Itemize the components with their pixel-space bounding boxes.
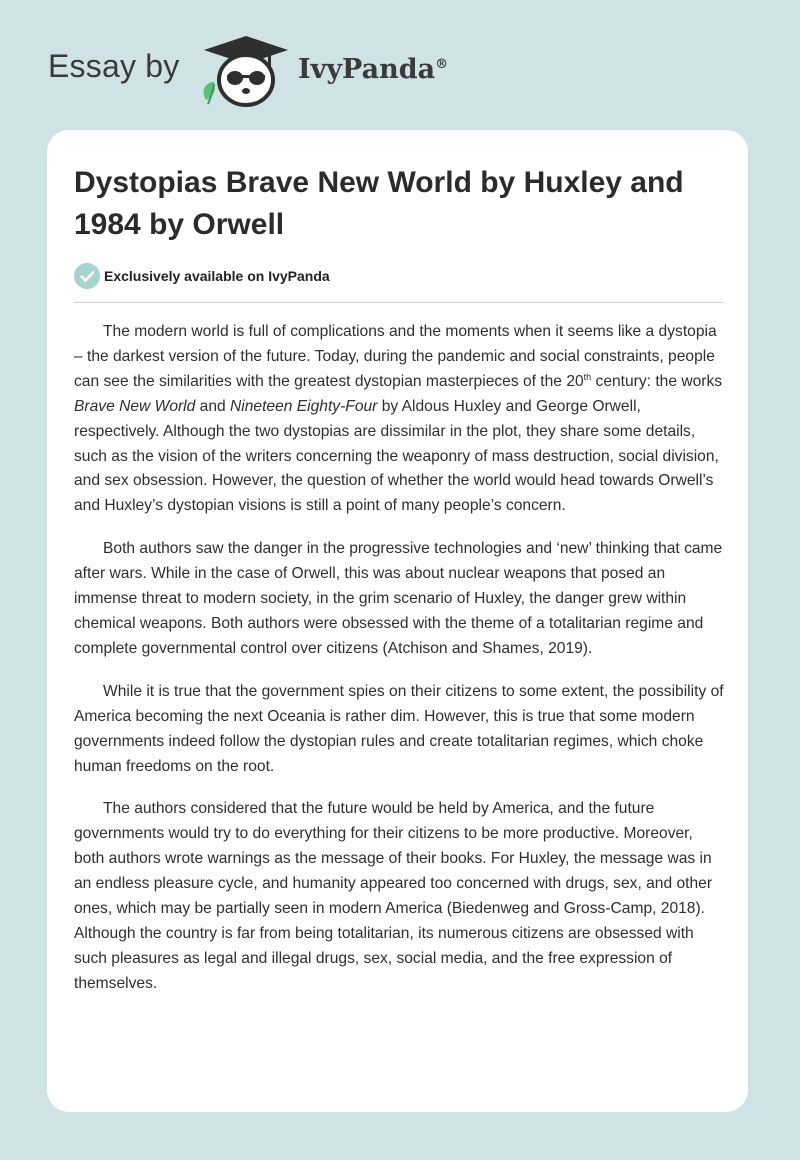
paragraph: Both authors saw the danger in the progressive technologies and ‘new’ thinking that came after wars. While in the case of Orwell, this was about nuclear weapons that posed an immense threat to modern society, in the grim scenario of Huxley, the danger grew within chemical weapons. Both authors were obsessed with the theme of a totalitarian regime and complete governmental control over citizens (Atchison and Shames, 2019). [74,540,723,657]
essay-by-label: Essay by [48,48,180,84]
paragraph-text: and [195,397,231,415]
check-circle-icon [74,263,100,289]
paragraph-text: by Aldous Huxley and George Orwell, respectively. Although the two dystopias are dissimilar in the plot, they share some details, such as the vision of the writers concerning the weaponry of mass destruction, social division, and sex obsession. However, the question of whether the world would head towards Orwell’s and Huxley’s dystopian visions is still a point of many people’s concern. [74,397,719,515]
divider [74,302,723,303]
paragraph [74,320,724,519]
exclusive-badge [74,263,330,289]
badge-label: Exclusively available on IvyPanda [104,268,330,284]
ordinal-suffix: th [583,371,592,382]
ivypanda-brand[interactable] [298,54,448,85]
essay-card [47,130,748,1112]
paragraph-text: century: the works [591,372,723,390]
panda-graduate-icon[interactable] [198,34,294,110]
paragraph-text: The modern world is full of complications and the moments when it seems like a dystopia – the darkest version of the future. Today, during the pandemic and social constraints, people can see the similarities with the greatest dystopian masterpieces of the 20 [74,323,717,390]
site-header [48,34,508,110]
page-title: Dystopias Brave New World by Huxley and 1984 by Orwell [74,166,684,241]
brand-name: IvyPanda [298,54,436,85]
registered-mark: ® [435,57,449,72]
paragraph: The authors considered that the future would be held by America, and the future governments would try to do everything for their citizens to be more productive. Moreover, both authors wrote warnings as the message of their books. For Huxley, the message was in an endless pleasure cycle, and humanity appeared too concerned with drugs, sex, and other ones, which may be partially seen in modern America (Biedenweg and Gross-Camp, 2018). Although the country is far from being totalitarian, its numerous citizens are obsessed with such pleasures as legal and illegal drugs, sex, social media, and the free expression of themselves. [74,800,713,992]
essay-body [74,320,724,1015]
paragraph: While it is true that the government spies on their citizens to some extent, the possibility of America becoming the next Oceania is rather dim. However, this is true that some modern governments indeed follow the dystopian rules and create totalitarian regimes, which choke human freedoms on the root. [74,682,724,775]
book-title: Nineteen Eighty-Four [230,397,378,415]
book-title: Brave New World [74,397,196,415]
